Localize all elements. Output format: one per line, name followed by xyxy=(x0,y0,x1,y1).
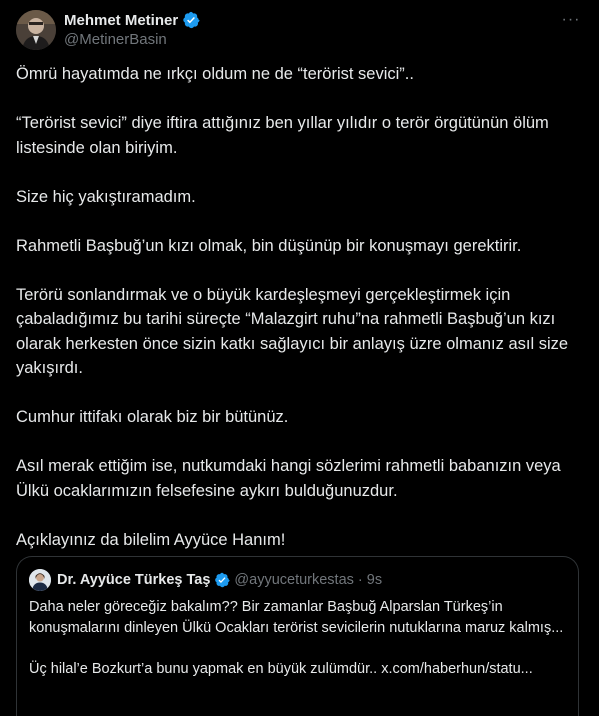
quoted-author-handle: @ayyuceturkestas xyxy=(234,572,354,588)
tweet-paragraph: “Terörist sevici” diye iftira attığınız ben yıllar yılıdır o terör örgütünün ölüm listesinde olan biriyim. xyxy=(16,114,549,157)
tweet-header xyxy=(16,8,583,52)
tweet-paragraph: Rahmetli Başbuğ’un kızı olmak, bin düşünüp bir konuşmayı gerektirir. xyxy=(16,236,522,255)
author-name[interactable]: Mehmet Metiner xyxy=(64,11,179,29)
author-avatar[interactable] xyxy=(16,10,56,50)
verified-badge-icon xyxy=(214,572,230,588)
quoted-tweet-header xyxy=(29,569,382,591)
author-info xyxy=(64,10,200,48)
tweet-paragraph: Açıklayınız da bilelim Ayyüce Hanım! xyxy=(16,530,286,549)
more-horizontal-icon: ··· xyxy=(561,11,581,28)
author-handle[interactable]: @MetinerBasin xyxy=(64,31,167,48)
author-name-row xyxy=(64,10,200,30)
user-avatar-icon xyxy=(29,569,51,591)
tweet-text xyxy=(16,62,581,577)
verified-badge-icon[interactable] xyxy=(182,11,200,29)
quoted-tweet[interactable] xyxy=(16,556,579,716)
tweet-paragraph: Terörü sonlandırmak ve o büyük kardeşleşmeyi gerçekleştirmek için çabaladığımız bu tarihi süreçte “Malazgirt ruhu”na rahmetli Başbuğ’un kızı olarak herkesten önce sizin katkı sağlayıcı bir anlayış üzre olmanız asıl size yakışırdı. xyxy=(16,285,569,377)
timestamp-separator: · xyxy=(357,572,363,588)
quoted-timestamp: 9s xyxy=(366,572,383,588)
tweet-paragraph: Asıl merak ettiğim ise, nutkumdaki hangi sözlerimi rahmetli babanızın veya Ülkü ocaklarımızın felsefesine aykırı bulduğunuzdur. xyxy=(16,457,561,500)
quoted-paragraph: Üç hilal’e Bozkurt’a bunu yapmak en büyük zulümdür.. x.com/haberhun/statu... xyxy=(29,660,533,677)
quoted-author-avatar xyxy=(29,569,51,591)
tweet-paragraph: Size hiç yakıştıramadım. xyxy=(16,187,196,206)
quoted-author-name: Dr. Ayyüce Türkeş Taş xyxy=(57,572,211,588)
more-options-button[interactable] xyxy=(559,12,583,32)
quoted-tweet-text xyxy=(29,597,569,700)
user-avatar-icon xyxy=(16,10,56,50)
tweet-paragraph: Ömrü hayatımda ne ırkçı oldum ne de “terörist sevici”.. xyxy=(16,65,414,83)
quoted-paragraph: Daha neler göreceğiz bakalım?? Bir zamanlar Başbuğ Alparslan Türkeş’in konuşmalarını dinleyen Ülkü Ocakları terörist sevicilerin nutuklarına maruz kalmış... xyxy=(29,599,564,636)
tweet-paragraph: Cumhur ittifakı olarak biz bir bütünüz. xyxy=(16,408,289,426)
